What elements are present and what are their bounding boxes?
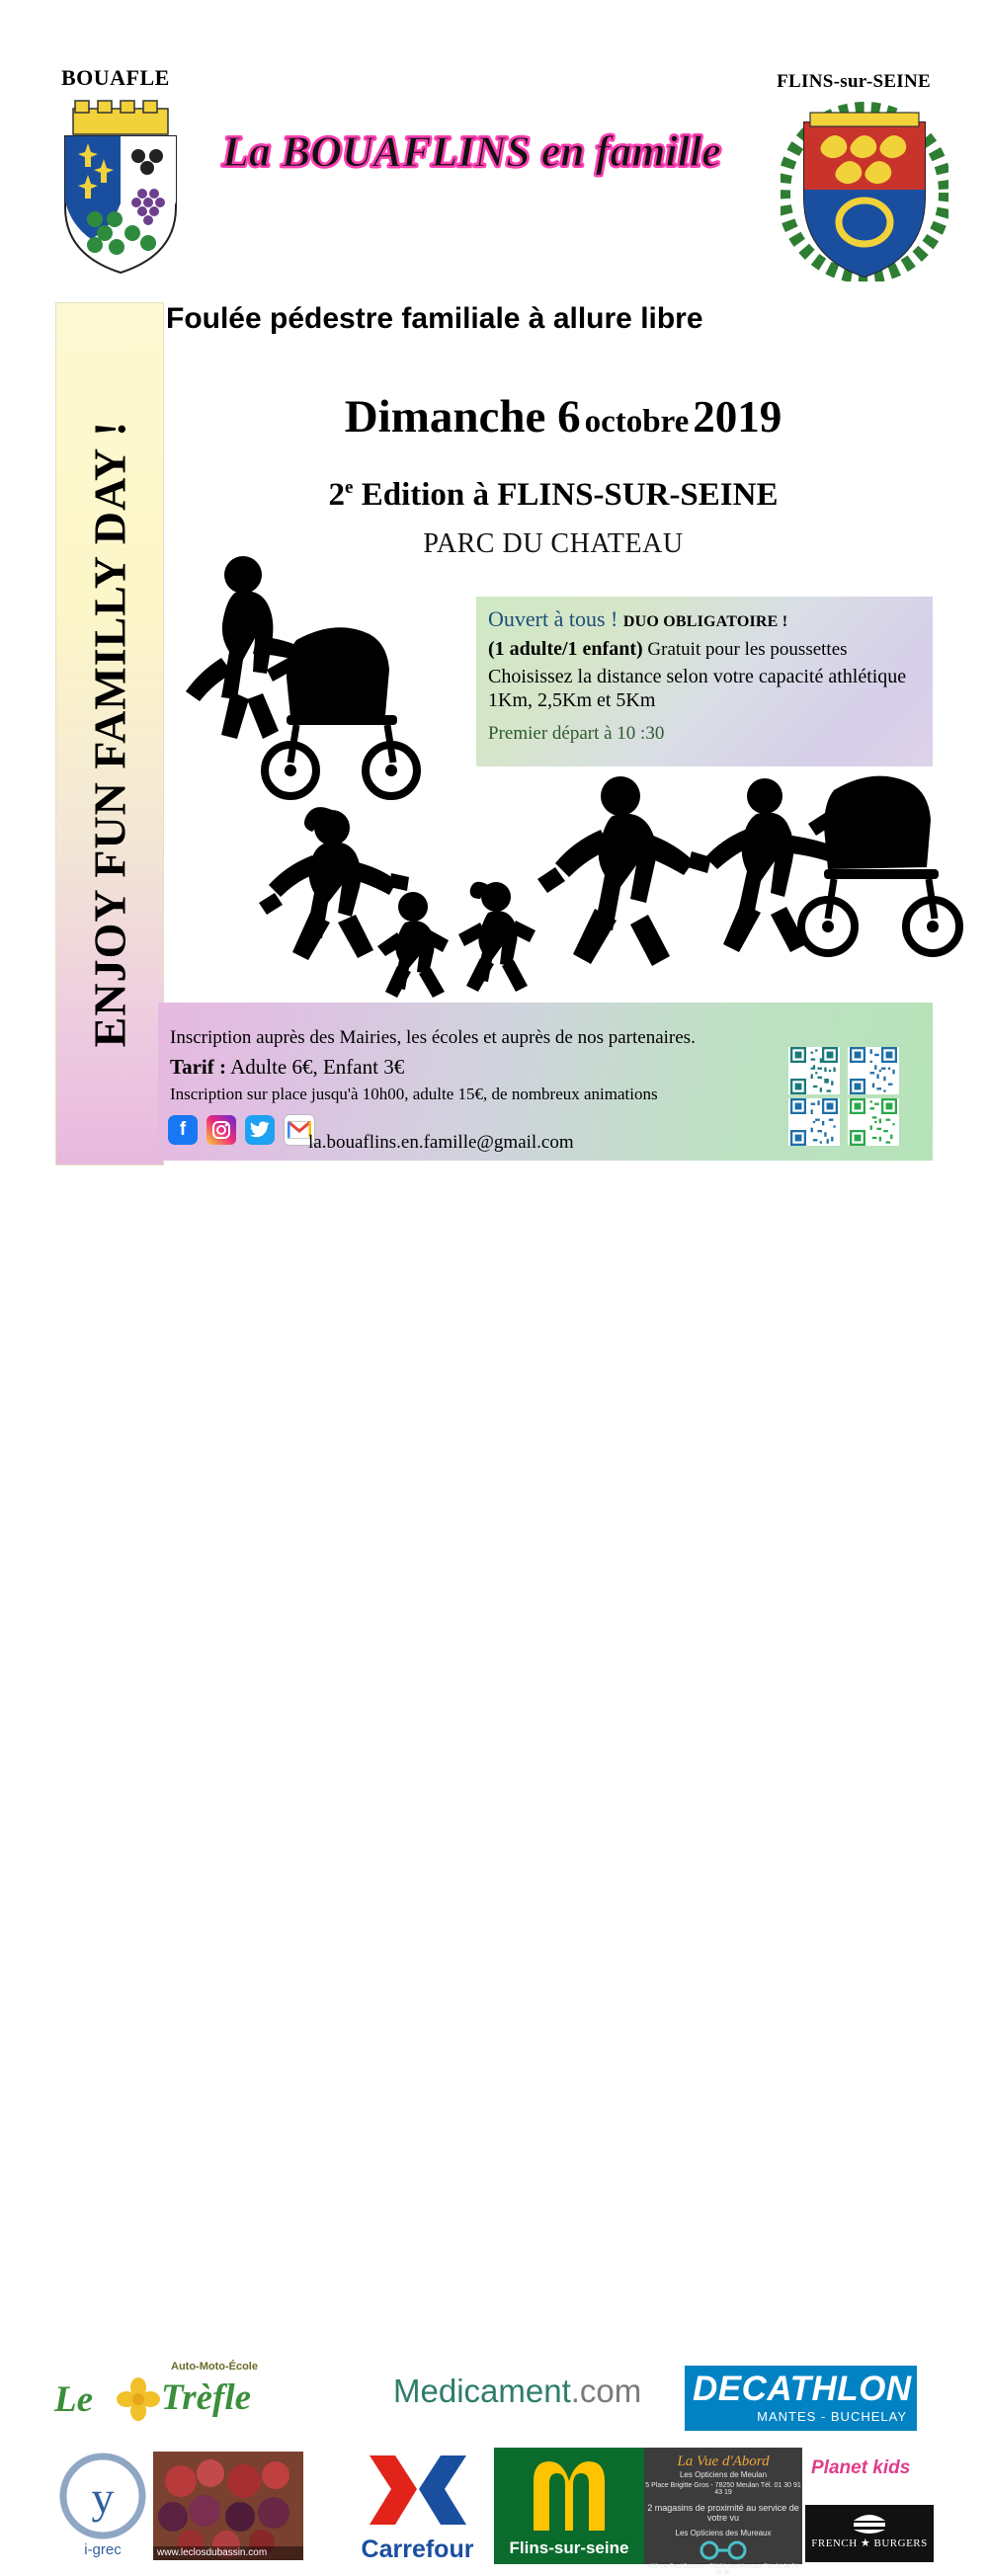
runner-with-pram-left xyxy=(186,556,417,796)
sponsor-le-trefle-tagline: Auto-Moto-École xyxy=(171,2361,258,2373)
runners-silhouettes xyxy=(148,541,968,1035)
info-duo-composition: (1 adulte/1 enfant) xyxy=(488,638,643,660)
qr-code-4 xyxy=(848,1098,899,1146)
event-edition xyxy=(178,477,929,514)
svg-text:y: y xyxy=(91,2472,115,2523)
event-date-day: Dimanche 6 xyxy=(344,391,581,443)
clover-icon xyxy=(116,2376,161,2422)
igrec-logo-icon xyxy=(51,2452,155,2560)
mcdonalds-arches-icon xyxy=(494,2448,644,2538)
sponsor-opticiens xyxy=(644,2448,802,2576)
sponsor-le-clos-url: www.leclosdubassin.com xyxy=(157,2547,268,2558)
sponsor-planet-kids xyxy=(805,2448,934,2505)
opticien-brand: La Vue d'Abord xyxy=(677,2454,770,2469)
sponsor-le-trefle xyxy=(54,2361,306,2430)
side-banner-text: ENJOY FUN FAMILLY DAY ! xyxy=(84,420,135,1048)
sponsor-carrefour xyxy=(336,2450,499,2563)
social-links xyxy=(168,1114,315,1146)
sponsor-planet-kids-name: Planet kids xyxy=(811,2457,911,2478)
burger-icon xyxy=(850,2511,889,2536)
sponsor-medicament-suffix: .com xyxy=(570,2373,642,2409)
info-duo-required: DUO OBLIGATOIRE ! xyxy=(622,613,788,630)
qr-code-1 xyxy=(788,1047,840,1094)
twitter-glyph xyxy=(250,1121,270,1139)
tarif-label: Tarif : xyxy=(170,1055,226,1079)
glasses-icon xyxy=(694,2540,753,2560)
opticien-shop-1: Les Opticiens de Meulan xyxy=(679,2470,768,2479)
sponsors-strip xyxy=(0,1175,988,2576)
event-date-month: octobre xyxy=(584,404,690,440)
blason-flins-sur-seine-icon xyxy=(781,99,948,282)
info-open-to-all: Ouvert à tous ! xyxy=(488,606,618,631)
tarif-value: Adulte 6€, Enfant 3€ xyxy=(225,1055,405,1079)
qr-code-3 xyxy=(788,1098,840,1146)
town-label-left: BOUAFLE xyxy=(61,65,170,90)
sponsor-medicament-name: Medicament xyxy=(393,2373,571,2409)
qr-code-2 xyxy=(848,1047,899,1094)
sponsor-mcdonalds-city: Flins-sur-seine xyxy=(509,2538,629,2557)
opticien-address-1: 5 Place Brigitte Gros - 78250 Meulan Tél. 01 30 91 43 19 xyxy=(645,2482,801,2496)
event-place: PARC DU CHATEAU xyxy=(423,528,684,559)
edition-ordinal: e xyxy=(345,477,354,498)
sponsor-decathlon xyxy=(685,2366,917,2431)
sponsor-decathlon-store: MANTES - BUCHELAY xyxy=(757,2409,907,2424)
instagram-icon[interactable] xyxy=(206,1115,236,1145)
info-distances: Choisissez la distance selon votre capacité athlétique 1Km, 2,5Km et 5Km xyxy=(488,666,907,712)
registration-tarif xyxy=(170,1055,404,1080)
svg-text:i-grec: i-grec xyxy=(84,2541,122,2558)
event-date xyxy=(178,390,948,443)
opticien-address-2: 489 rue Paul Doumer - 78130 Les Mureaux Tél. 01 34 74 25 80 xyxy=(648,2564,798,2576)
contact-email[interactable]: la.bouaflins.en.famille@gmail.com xyxy=(308,1132,574,1153)
info-first-start: Premier départ à 10 :30 xyxy=(488,722,665,744)
berries-photo xyxy=(153,2452,303,2560)
twitter-icon[interactable] xyxy=(245,1115,275,1145)
registration-where: Inscription auprès des Mairies, les écoles et auprès de nos partenaires. xyxy=(170,1027,696,1048)
sponsor-le-clos-du-bassin xyxy=(153,2452,303,2560)
opticien-tagline: 2 magasins de proximité au service de votre vu xyxy=(647,2503,799,2523)
sponsor-le-trefle-le: Le xyxy=(54,2379,94,2420)
runner-child-boy xyxy=(377,892,449,998)
sponsor-igrec xyxy=(51,2452,155,2560)
blason-bouafle-icon xyxy=(51,99,190,277)
runner-child-girl xyxy=(458,882,535,992)
registration-onsite: Inscription sur place jusqu'à 10h00, adulte 15€, de nombreux animations xyxy=(170,1085,658,1103)
sponsor-medicament xyxy=(393,2373,652,2416)
sponsor-french-burgers xyxy=(805,2505,934,2562)
sponsor-le-trefle-name: Trèfle xyxy=(161,2377,252,2418)
sponsor-decathlon-name: DECATHLON xyxy=(693,2370,912,2408)
info-stroller-free: Gratuit pour les poussettes xyxy=(642,639,848,660)
edition-number: 2 xyxy=(328,477,346,513)
town-label-right: FLINS-sur-SEINE xyxy=(777,71,931,92)
runner-woman-center xyxy=(259,807,409,960)
opticien-shop-2: Les Opticiens des Mureaux xyxy=(675,2529,772,2537)
runner-with-pram-right xyxy=(705,776,959,953)
sponsor-mcdonalds xyxy=(494,2448,644,2564)
event-date-year: 2019 xyxy=(693,392,782,442)
sponsor-french-burgers-name: FRENCH ★ BURGERS xyxy=(811,2537,928,2549)
event-subtitle: Foulée pédestre familiale à allure libre xyxy=(166,302,703,335)
runner-man-center-right xyxy=(537,776,711,966)
sponsor-carrefour-name: Carrefour xyxy=(361,2536,474,2563)
edition-location: Edition à FLINS-SUR-SEINE xyxy=(353,477,779,513)
instagram-glyph xyxy=(211,1120,231,1140)
page-title: La BOUAFLINS en famille xyxy=(222,127,721,176)
carrefour-logo-icon xyxy=(336,2450,499,2531)
facebook-icon[interactable]: f xyxy=(168,1115,198,1145)
